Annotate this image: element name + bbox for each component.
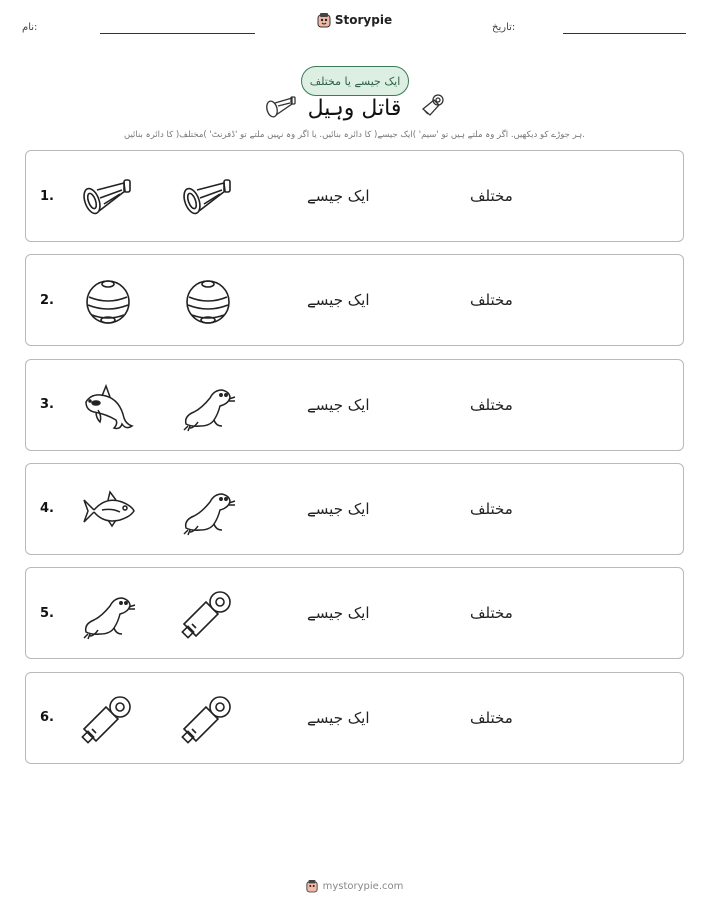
name-label: نام: bbox=[22, 22, 38, 33]
question-row bbox=[25, 254, 684, 346]
question-number: 3. bbox=[40, 397, 54, 413]
bead-icon bbox=[180, 275, 236, 327]
seal-icon bbox=[80, 588, 136, 640]
question-number: 5. bbox=[40, 605, 54, 621]
question-number: 1. bbox=[40, 188, 54, 204]
different-option[interactable]: مختلف bbox=[470, 708, 513, 727]
whistle-icon bbox=[180, 693, 236, 745]
same-option[interactable]: ایک جیسے bbox=[307, 499, 370, 518]
same-option[interactable]: ایک جیسے bbox=[307, 604, 370, 623]
different-option[interactable]: مختلف bbox=[470, 499, 513, 518]
different-option[interactable]: مختلف bbox=[470, 187, 513, 205]
different-option[interactable]: مختلف bbox=[470, 291, 513, 310]
question-row bbox=[25, 359, 684, 451]
whistle-icon bbox=[80, 693, 136, 745]
same-option[interactable]: ایک جیسے bbox=[307, 395, 370, 414]
question-row bbox=[25, 567, 684, 659]
same-option[interactable]: ایک جیسے bbox=[307, 291, 370, 310]
question-number: 6. bbox=[40, 710, 54, 725]
bead-icon bbox=[80, 275, 136, 327]
same-option[interactable]: ایک جیسے bbox=[307, 708, 370, 727]
question-row bbox=[25, 463, 684, 555]
brand-logo bbox=[0, 12, 709, 28]
date-label: تاریخ: bbox=[492, 22, 516, 33]
question-number: 2. bbox=[40, 292, 54, 308]
trumpet-icon bbox=[180, 171, 236, 223]
brand-name: Storypie bbox=[334, 13, 393, 27]
orca-icon bbox=[80, 380, 136, 432]
date-line[interactable] bbox=[563, 33, 686, 34]
seal-icon bbox=[180, 380, 236, 432]
different-option[interactable]: مختلف bbox=[470, 604, 513, 623]
trumpet-icon bbox=[80, 171, 136, 223]
storypie-mascot-icon bbox=[306, 879, 318, 893]
same-option[interactable]: ایک جیسے bbox=[307, 187, 370, 205]
instructions-text: ہر جوڑے کو دیکھیں. اگر وہ ملتے ہیں تو 'سیم' )ایک جیسے( کا دائرہ بنائیں. یا اگر وہ نہیں ملتے تو 'ڈفرنٹ' )مختلف( کا دائرہ بنائیں. bbox=[124, 130, 585, 140]
storypie-mascot-icon bbox=[317, 12, 331, 28]
question-row bbox=[25, 672, 684, 764]
footer bbox=[0, 879, 709, 893]
question-row bbox=[25, 150, 684, 242]
seal-icon bbox=[180, 484, 236, 536]
whistle-icon bbox=[180, 588, 236, 640]
question-number: 4. bbox=[40, 501, 54, 517]
name-line[interactable] bbox=[100, 33, 255, 34]
whistle-icon bbox=[420, 92, 446, 118]
fish-icon bbox=[80, 484, 136, 536]
worksheet-title: قاتل وہیل bbox=[307, 96, 402, 121]
different-option[interactable]: مختلف bbox=[470, 395, 513, 414]
worksheet-type-badge: ایک جیسے یا مختلف bbox=[301, 66, 409, 96]
footer-url[interactable]: mystorypie.com bbox=[322, 880, 404, 892]
